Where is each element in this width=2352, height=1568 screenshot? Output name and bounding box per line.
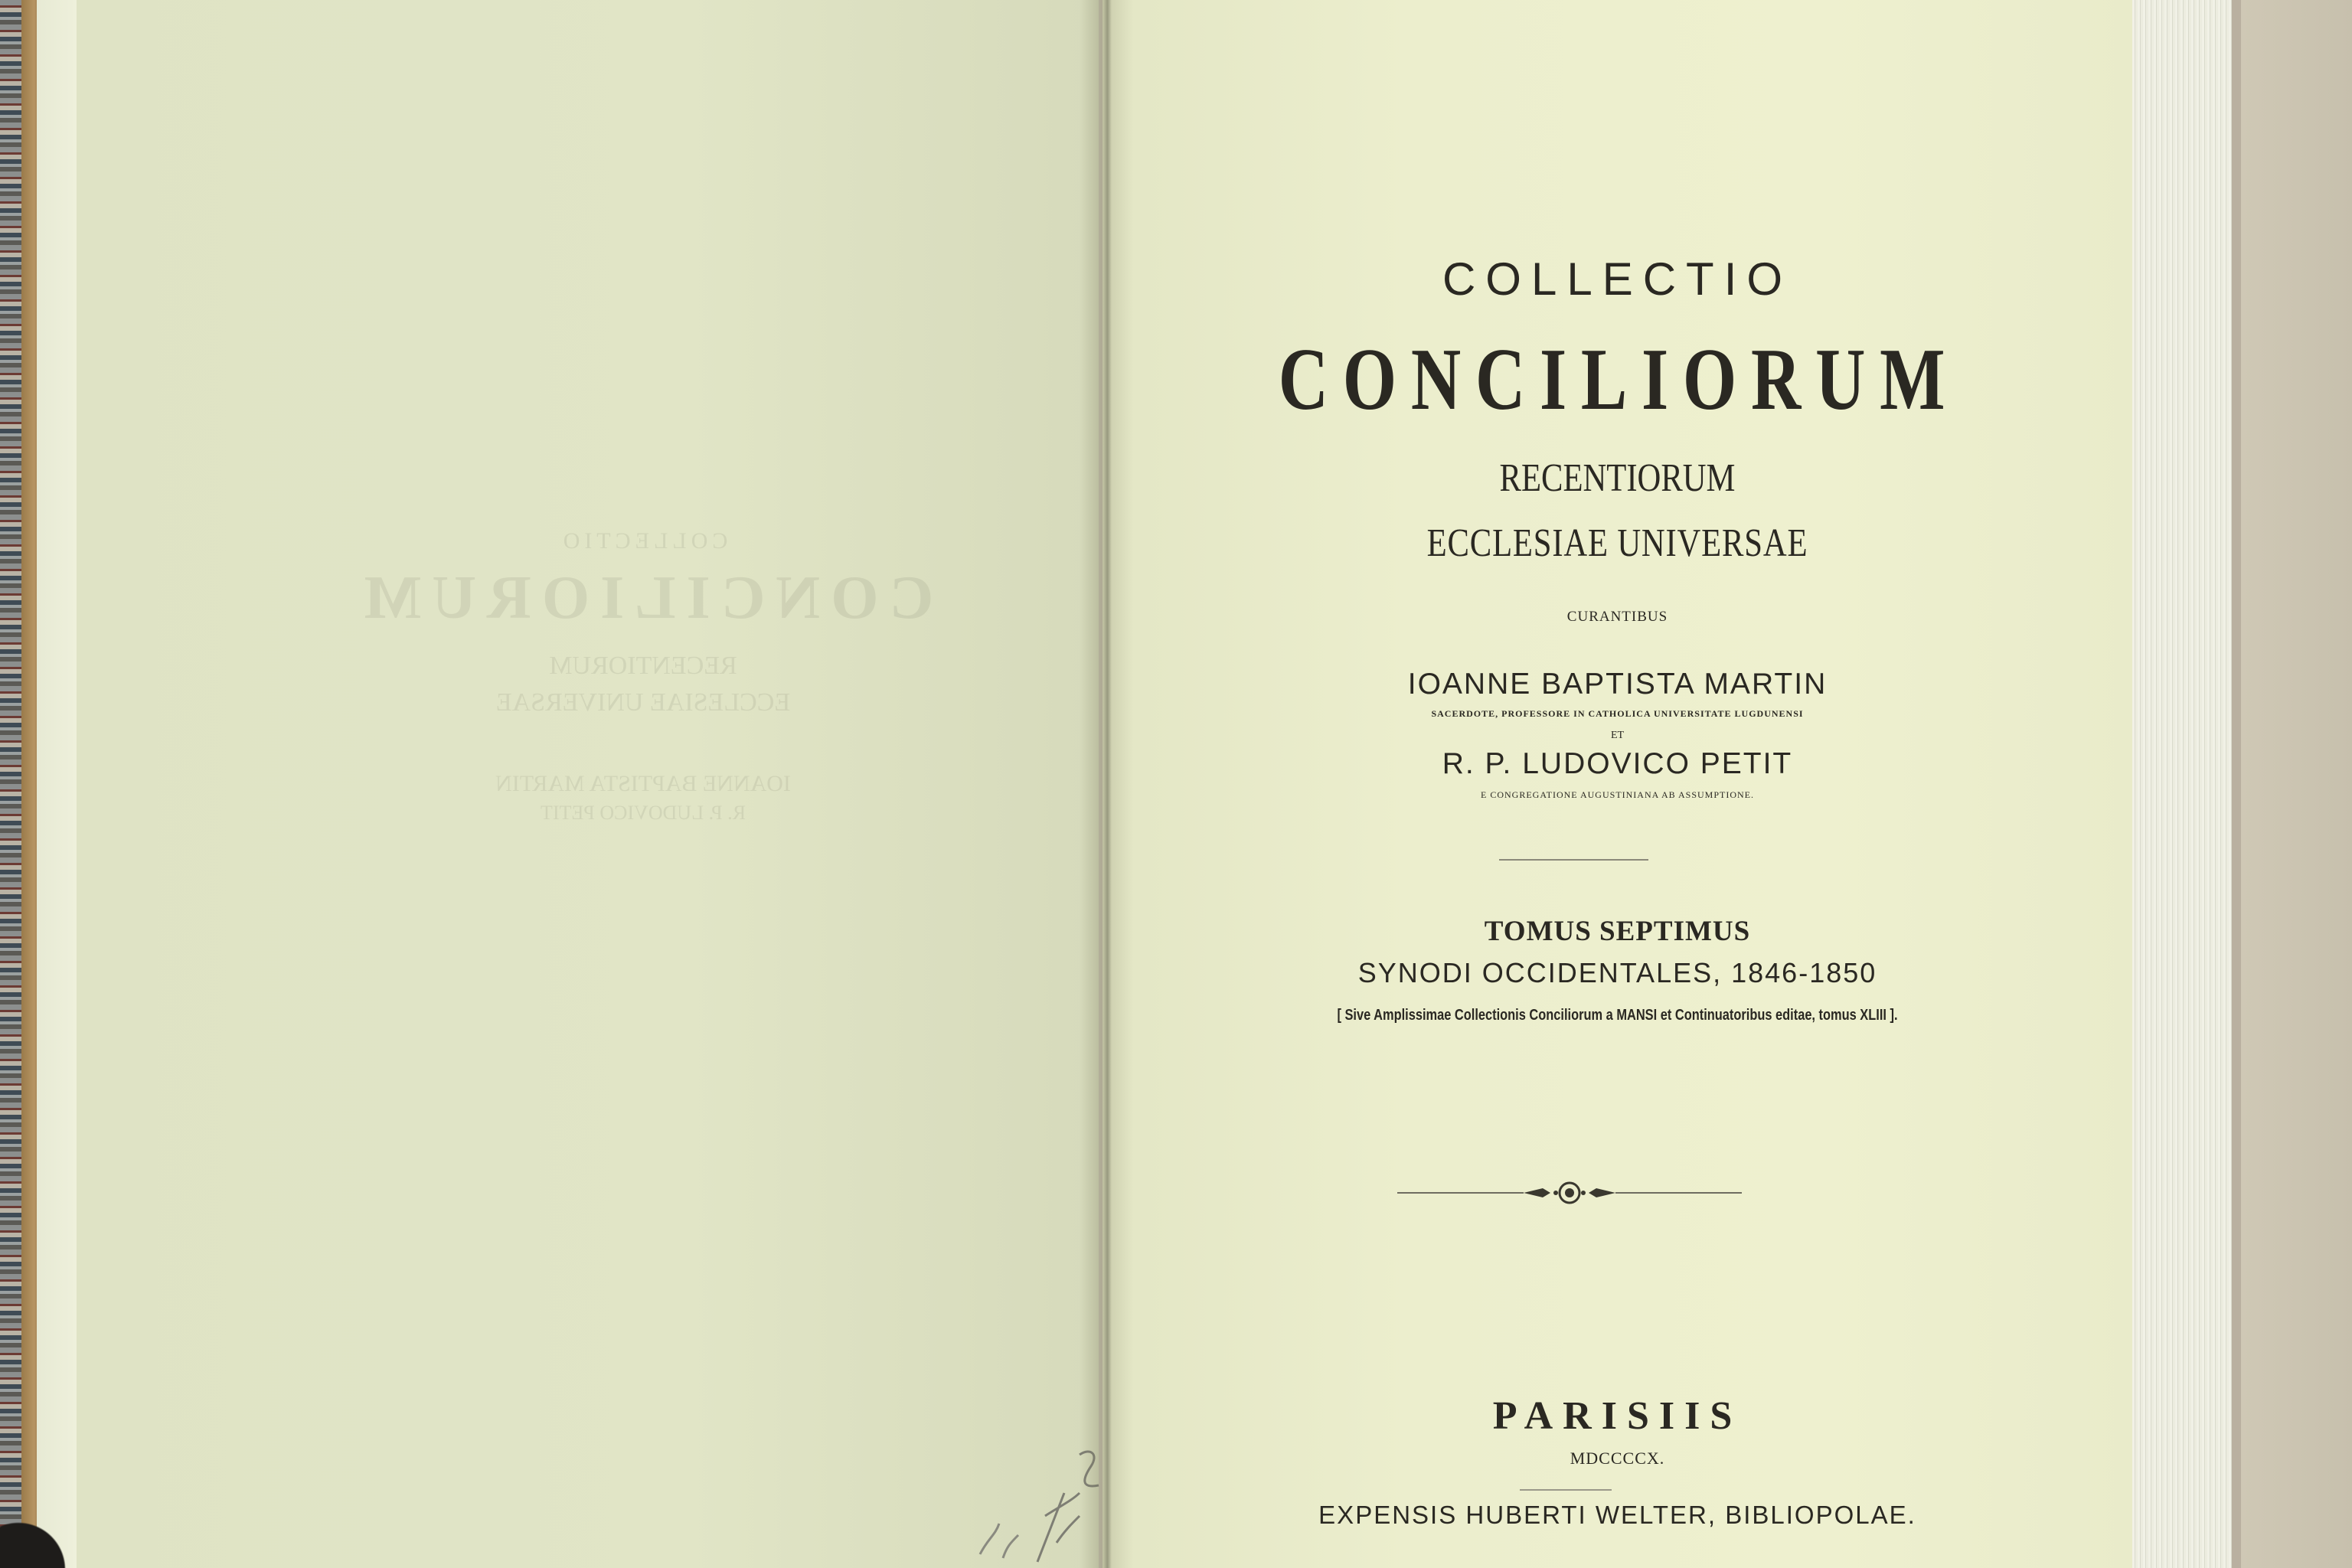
- volume-title: TOMUS SEPTIMUS: [1484, 916, 1751, 947]
- divider-rule: [1499, 859, 1648, 861]
- book-cover-right: [2232, 0, 2241, 1568]
- imprint-publisher: EXPENSIS HUBERTI WELTER, BIBLIOPOLAE.: [1318, 1501, 1916, 1529]
- title-line-recentiorum: RECENTIORUM: [1499, 456, 1736, 500]
- imprint-rule: [1520, 1489, 1612, 1491]
- title-line-ecclesiae: ECCLESIAE UNIVERSAE: [1426, 521, 1808, 565]
- left-page: [77, 0, 1099, 1568]
- imprint-place: PARISIIS: [1492, 1394, 1743, 1438]
- conjunction-et: ET: [1610, 730, 1625, 741]
- author2-name: R. P. LUDOVICO PETIT: [1442, 747, 1793, 780]
- volume-subtitle: SYNODI OCCIDENTALES, 1846-1850: [1357, 957, 1877, 988]
- title-line-conciliorum: CONCILIORUM: [1278, 331, 1960, 429]
- author1-name: IOANNE BAPTISTA MARTIN: [1407, 668, 1828, 701]
- page-block-edge: [2132, 0, 2243, 1568]
- curantibus-label: CURANTIBUS: [1566, 609, 1668, 625]
- book-gutter: [1080, 0, 1133, 1568]
- title-line-collectio: COLLECTIO: [1442, 253, 1793, 305]
- author2-description: E CONGREGATIONE AUGUSTINIANA AB ASSUMPTIONE.: [1480, 789, 1754, 800]
- imprint-year: MDCCCCX.: [1570, 1449, 1665, 1468]
- right-page: [1102, 0, 2132, 1568]
- series-note: [ Sive Amplissimae Collectionis Conciliorum a MANSI et Continuatoribus editae, tomus XLIII ].: [1337, 1007, 1898, 1024]
- table-surface: [2241, 0, 2352, 1568]
- printer-ornament-icon: [1397, 1179, 1742, 1207]
- dark-corner: [0, 1493, 92, 1568]
- author1-description: SACERDOTE, PROFESSORE IN CATHOLICA UNIVERSITATE LUGDUNENSI: [1431, 708, 1804, 719]
